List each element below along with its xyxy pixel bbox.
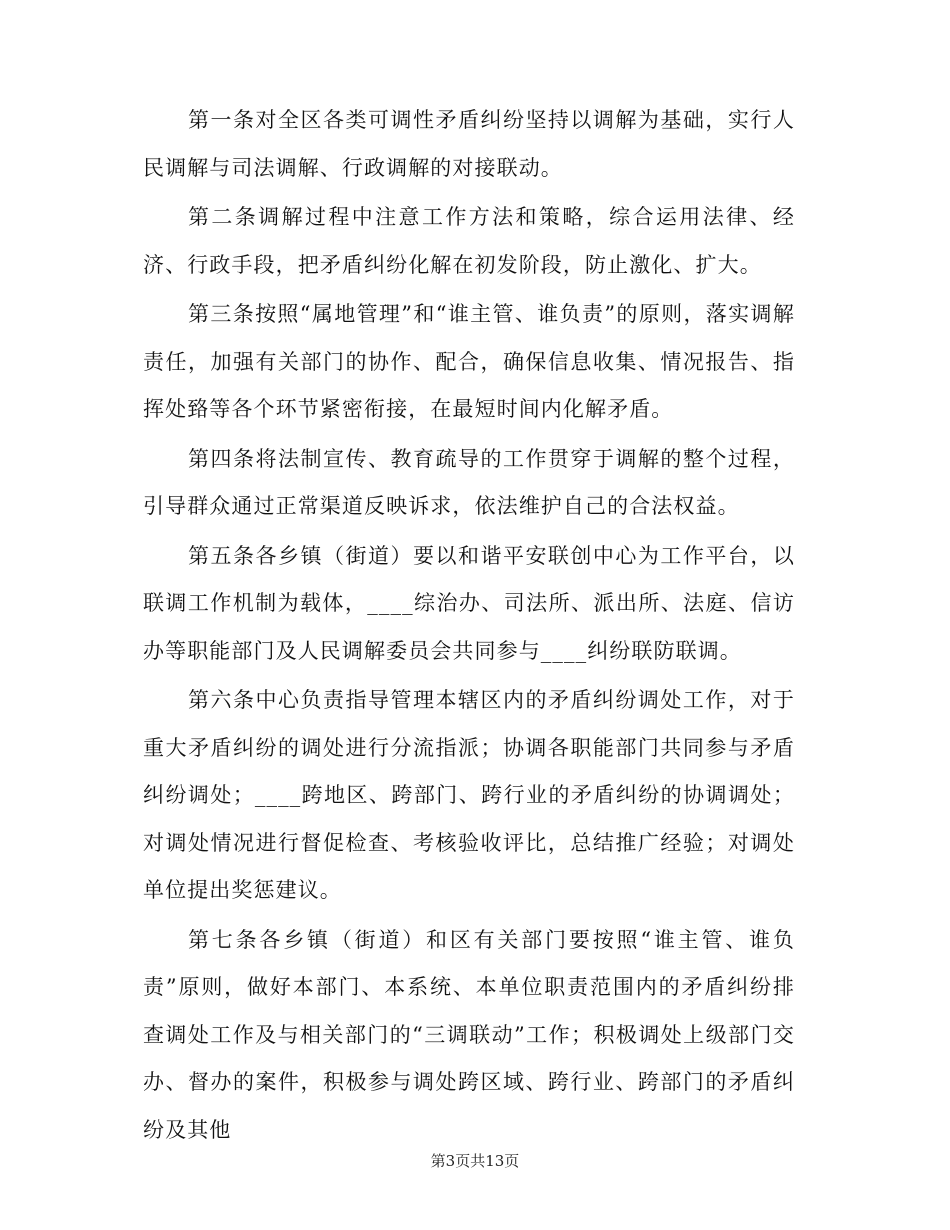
article-2-paragraph: 第二条调解过程中注意工作方法和策略，综合运用法律、经济、行政手段，把矛盾纠纷化解在初发阶段，防止激化、扩大。: [143, 205, 795, 277]
article-7-paragraph: 第七条各乡镇（街道）和区有关部门要按照“谁主管、谁负责”原则，做好本部门、本系统、本单位职责范围内的矛盾纠纷排查调处工作及与相关部门的“三调联动”工作；积极调处上级部门交办、督办的案件，积极参与调处跨区域、跨行业、跨部门的矛盾纠纷及其他: [143, 927, 795, 1142]
article-3-paragraph: 第三条按照“属地管理”和“谁主管、谁负责”的原则，落实调解责任，加强有关部门的协作、配合，确保信息收集、情况报告、指挥处臵等各个环节紧密衔接，在最短时间内化解矛盾。: [143, 302, 795, 421]
document-body: [143, 97, 795, 1156]
article-6-paragraph: 第六条中心负责指导管理本辖区内的矛盾纠纷调处工作，对于重大矛盾纠纷的调处进行分流指派；协调各职能部门共同参与矛盾纠纷调处；____跨地区、跨部门、跨行业的矛盾纠纷的协调调处；对调处情况进行督促检查、考核验收评比，总结推广经验；对调处单位提出奖惩建议。: [143, 688, 795, 902]
article-1-paragraph: 第一条对全区各类可调性矛盾纠纷坚持以调解为基础，实行人民调解与司法调解、行政调解的对接联动。: [143, 108, 795, 180]
article-4-paragraph: 第四条将法制宣传、教育疏导的工作贯穿于调解的整个过程，引导群众通过正常渠道反映诉求，依法维护自己的合法权益。: [143, 446, 795, 518]
page-number-footer: 第3页共13页: [430, 1152, 520, 1170]
article-5-paragraph: 第五条各乡镇（街道）要以和谐平安联创中心为工作平台，以联调工作机制为载体，____综治办、司法所、派出所、法庭、信访办等职能部门及人民调解委员会共同参与____纠纷联防联调。: [143, 543, 795, 663]
